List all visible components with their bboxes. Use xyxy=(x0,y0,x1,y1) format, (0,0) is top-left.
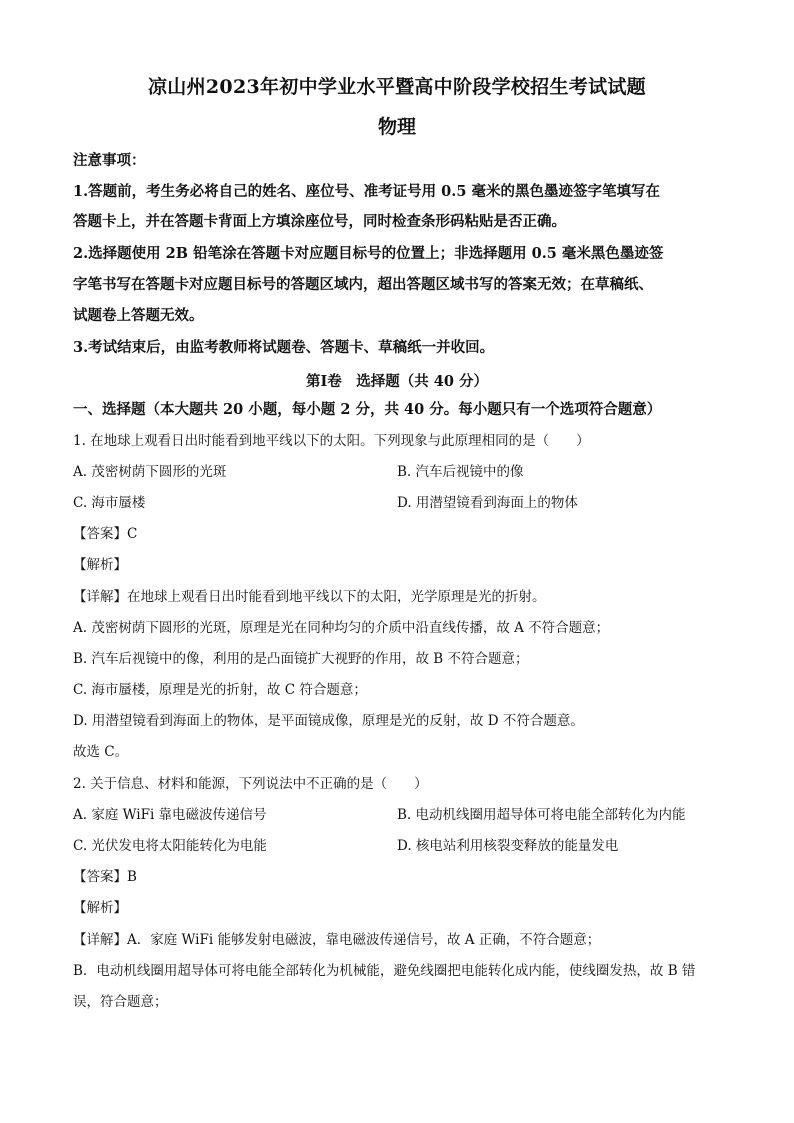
notice-item-1-line-1: 1.答题前，考生务必将自己的姓名、座位号、准考证号用 0.5 毫米的黑色墨迹签字笔填写在 xyxy=(73,183,660,200)
volume-heading: 第Ⅰ卷 选择题（共 40 分） xyxy=(305,373,489,390)
question-1-detail: 【详解】在地球上观看日出时能看到地平线以下的太阳，光学原理是光的折射。 xyxy=(73,589,546,605)
question-2-detail: 【详解】A．家庭 WiFi 能够发射电磁波，靠电磁波传递信号，故 A 正确，不符合题意； xyxy=(73,932,601,948)
question-2-option-c: C. 光伏发电将太阳能转化为电能 xyxy=(73,838,267,854)
question-2-option-d: D. 核电站利用核裂变释放的能量发电 xyxy=(397,838,619,854)
question-2-stem: 2. 关于信息、材料和能源，下列说法中不正确的是（ ） xyxy=(73,776,428,792)
section-heading: 一、选择题（本大题共 20 小题，每小题 2 分，共 40 分。每小题只有一个选项符合题意） xyxy=(73,401,662,418)
question-2-answer: 【答案】B xyxy=(73,869,137,885)
question-1-detail-b: B. 汽车后视镜中的像，利用的是凸面镜扩大视野的作用，故 B 不符合题意； xyxy=(73,651,529,667)
question-1-detail-d: D. 用潜望镜看到海面上的物体，是平面镜成像，原理是光的反射，故 D 不符合题意。 xyxy=(73,713,584,729)
question-1-analysis-label: 【解析】 xyxy=(73,557,127,573)
question-1-stem: 1. 在地球上观看日出时能看到地平线以下的太阳。下列现象与此原理相同的是（ ） xyxy=(73,433,590,449)
question-2-detail-b-line-1: B．电动机线圈用超导体可将电能全部转化为机械能，避免线圈把电能转化成内能，使线圈发热，故 B 错 xyxy=(73,963,696,979)
notice-heading: 注意事项： xyxy=(73,152,146,169)
notice-item-2-line-3: 试题卷上答题无效。 xyxy=(73,307,204,324)
subject-title: 物理 xyxy=(377,116,416,138)
notice-item-3: 3.考试结束后，由监考教师将试题卷、答题卡、草稿纸一并收回。 xyxy=(73,339,495,356)
question-1-conclusion: 故选 C。 xyxy=(73,744,129,760)
question-1-option-a: A. 茂密树荫下圆形的光斑 xyxy=(73,464,227,480)
question-2-analysis-label: 【解析】 xyxy=(73,900,127,916)
question-1-answer: 【答案】C xyxy=(73,526,138,542)
question-1-detail-a: A. 茂密树荫下圆形的光斑，原理是光在同种均匀的介质中沿直线传播，故 A 不符合题意； xyxy=(73,620,610,636)
question-1-option-c: C. 海市蜃楼 xyxy=(73,495,146,511)
question-2-detail-b-line-2: 误，符合题意； xyxy=(73,994,168,1010)
notice-item-1-line-2: 答题卡上，并在答题卡背面上方填涂座位号，同时检查条形码粘贴是否正确。 xyxy=(73,213,566,230)
notice-item-2-line-2: 字笔书写在答题卡对应题目标号的答题区域内，超出答题区域书写的答案无效；在草稿纸、 xyxy=(73,276,653,293)
question-1-option-d: D. 用潜望镜看到海面上的物体 xyxy=(397,495,578,511)
question-2-option-a: A. 家庭 WiFi 靠电磁波传递信号 xyxy=(73,807,267,823)
notice-item-2-line-1: 2.选择题使用 2B 铅笔涂在答题卡对应题目标号的位置上；非选择题用 0.5 毫米黑色墨迹签 xyxy=(73,245,664,262)
question-2-option-b: B. 电动机线圈用超导体可将电能全部转化为内能 xyxy=(397,807,686,823)
question-1-detail-c: C. 海市蜃楼，原理是光的折射，故 C 符合题意； xyxy=(73,682,367,698)
question-1-option-b: B. 汽车后视镜中的像 xyxy=(397,464,524,480)
exam-title: 凉山州2023年初中学业水平暨高中阶段学校招生考试试题 xyxy=(148,76,646,98)
